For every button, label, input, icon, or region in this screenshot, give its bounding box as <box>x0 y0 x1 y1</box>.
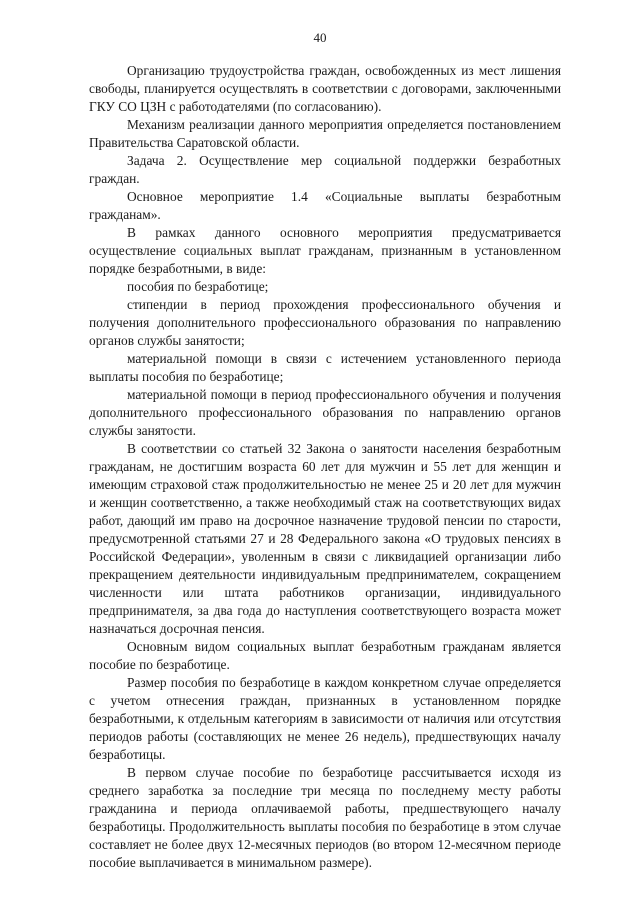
list-item: материальной помощи в связи с истечением установленного периода выплаты пособия по безработице; <box>89 351 561 384</box>
paragraph: Организацию трудоустройства граждан, освобожденных из мест лишения свободы, планируется осуществлять в соответствии с договорами, заключенными ГКУ СО ЦЗН с работодателями (по согласованию). <box>89 63 561 114</box>
paragraph: Механизм реализации данного мероприятия определяется постановлением Правительства Саратовской области. <box>89 117 561 150</box>
page-number: 40 <box>313 30 327 45</box>
paragraph: В соответствии со статьей 32 Закона о занятости населения безработным гражданам, не достигшим возраста 60 лет для мужчин и 55 лет для женщин и имеющим страховой стаж продолжительностью не менее 25 и 20 лет для мужчин и женщин соответственно, а также необходимый стаж на соответствующих видах работ, дающий им право на досрочное назначение трудовой пенсии по старости, предусмотренной статьями 27 и 28 Федерального закона «О трудовых пенсиях в Российской Федерации», уволенным в связи с ликвидацией организации либо прекращением деятельности индивидуальным предпринимателем, сокращением численности или штата работников организации, индивидуального предпринимателя, за два года до наступления соответствующего возраста может назначаться досрочная пенсия. <box>89 441 561 636</box>
list-item: стипендии в период прохождения профессионального обучения и получения дополнительного профессионального образования по направлению органов службы занятости; <box>89 297 561 348</box>
paragraph: Основным видом социальных выплат безработным гражданам является пособие по безработице. <box>89 639 561 672</box>
list-item: материальной помощи в период профессионального обучения и получения дополнительного профессионального образования по направлению органов службы занятости. <box>89 387 561 438</box>
paragraph: Основное мероприятие 1.4 «Социальные выплаты безработным гражданам». <box>89 189 561 222</box>
paragraph: В первом случае пособие по безработице рассчитывается исходя из среднего заработка за последние три месяца по последнему месту работы гражданина и периода оплачиваемой работы, предшествующего началу безработицы. Продолжительность выплаты пособия по безработице в этом случае составляет не более двух 12-месячных периодов (во втором 12-месячном периоде пособие выплачивается в минимальном размере). <box>89 765 561 870</box>
paragraph: Задача 2. Осуществление мер социальной поддержки безработных граждан. <box>89 153 561 186</box>
paragraph: Размер пособия по безработице в каждом конкретном случае определяется с учетом отнесения граждан, признанных в установленном порядке безработными, к отдельным категориям в зависимости от наличия или отсутствия периодов работы (составляющих не менее 26 недель), предшествующих началу безработицы. <box>89 675 561 762</box>
document-body <box>89 62 561 872</box>
paragraph: В рамках данного основного мероприятия предусматривается осуществление социальных выплат гражданам, признанным в установленном порядке безработными, в виде: <box>89 225 561 276</box>
list-item: пособия по безработице; <box>127 279 269 294</box>
